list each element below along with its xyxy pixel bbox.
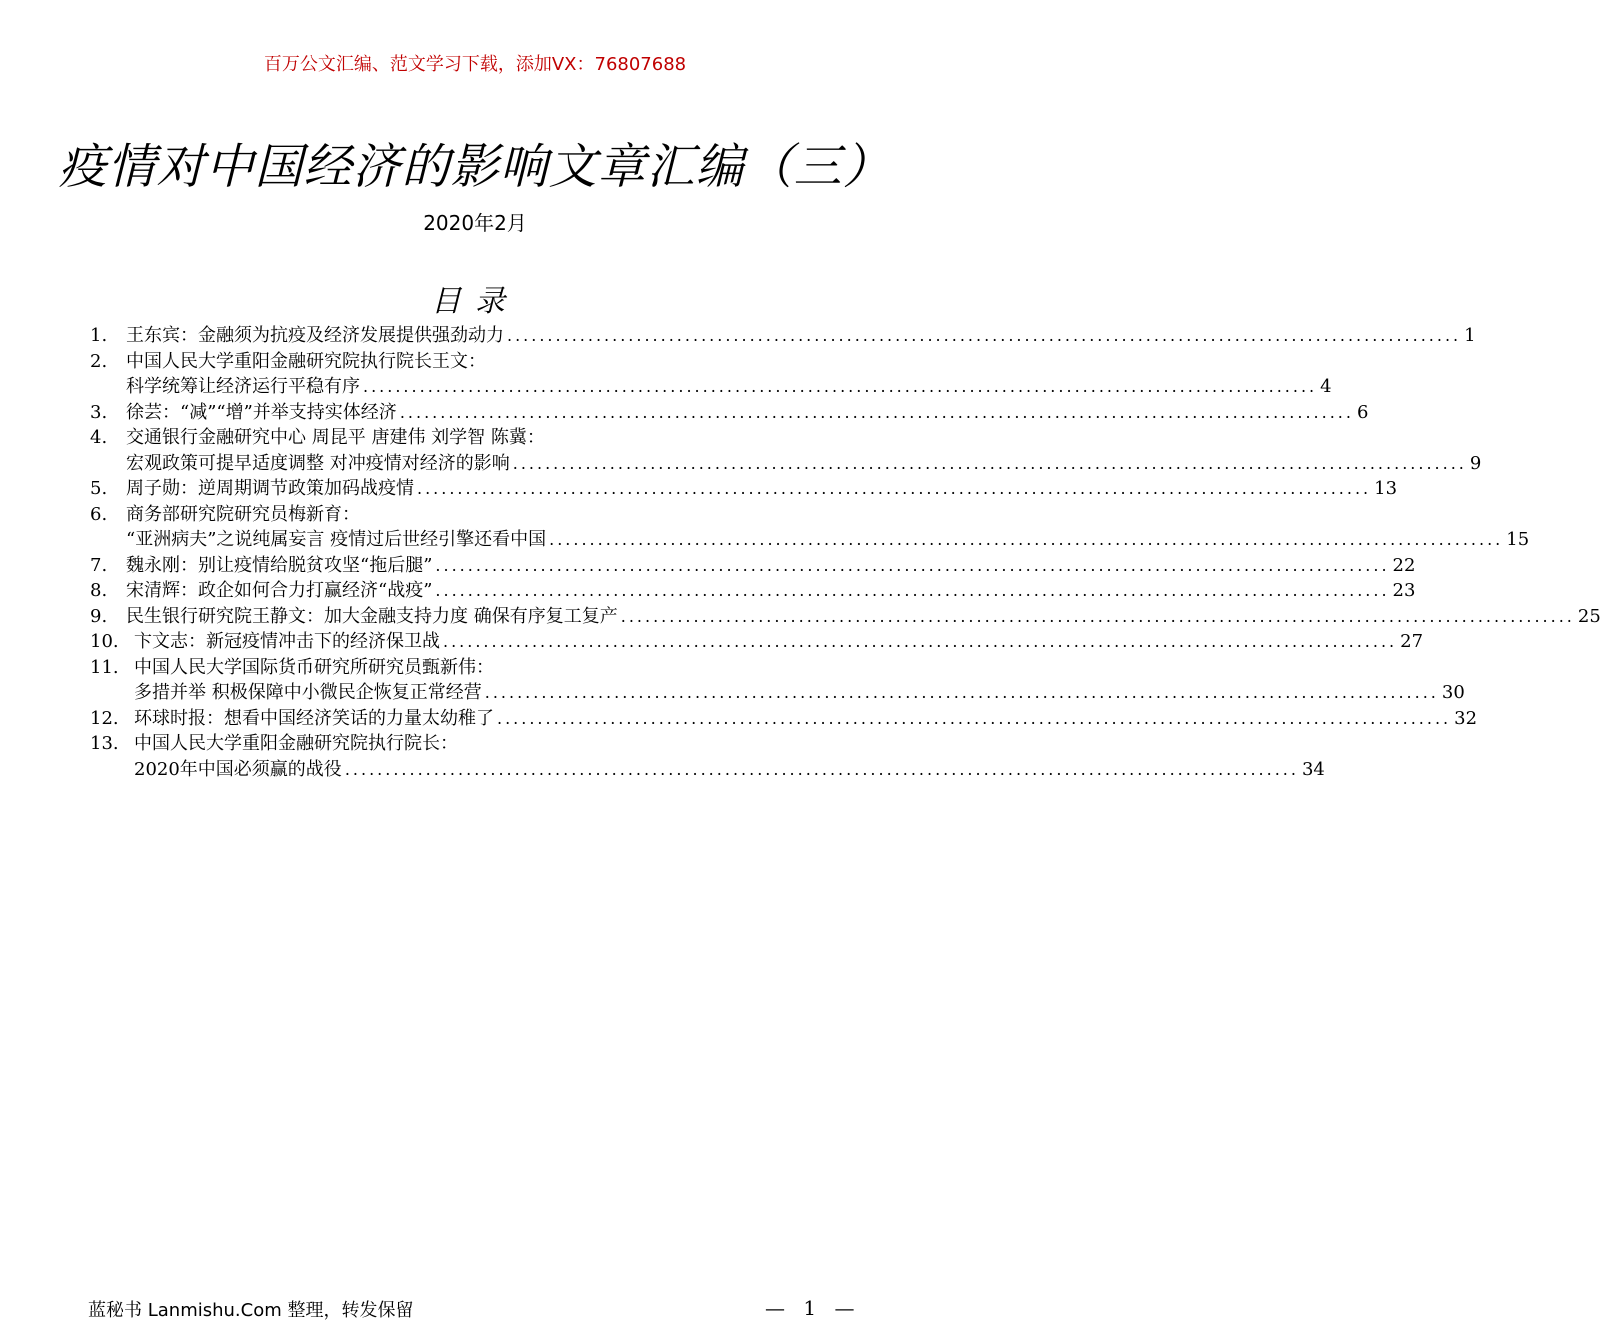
toc-entry-number: 11. [90,656,119,678]
toc-entry-subtitle: 多措并举 积极保障中小微民企恢复正常经营 [134,682,482,703]
toc-entry-page: 4 [1320,376,1332,397]
toc-entry-title: 周子勋：逆周期调节政策加码战疫情 [126,478,414,499]
toc-entry-title: 中国人民大学重阳金融研究院执行院长王文： [126,350,486,372]
dot-leader: ...................................................................................................................... [512,453,1467,473]
toc-entry-10[interactable] [90,629,1424,655]
document-title: 疫情对中国经济的影响文章汇编（三） [58,139,892,195]
toc-entry-title: 环球时报：想看中国经济笑话的力量太幼稚了 [134,707,494,729]
toc-entry-number: 4. [90,427,108,448]
toc-entry-page: 34 [1301,758,1325,780]
toc-entry-number: 1. [90,325,108,346]
toc-entry-title: 魏永刚：别让疫情给脱贫攻坚“拖后腿” [126,554,433,576]
toc-entry-page: 1 [1464,325,1476,346]
toc-entry-9[interactable] [90,604,1601,630]
table-of-contents [90,323,1601,782]
dot-leader: ...................................................................................................................... [549,530,1504,549]
promo-banner: 百万公文汇编、范文学习下载，添加VX：76807688 [263,54,687,75]
toc-entry-page: 9 [1469,452,1482,474]
dot-leader: ...................................................................................................................... [399,402,1354,422]
toc-entry-8[interactable] [90,578,1416,604]
toc-entry-7[interactable] [90,553,1416,579]
dot-leader: ...................................................................................................................... [620,606,1575,626]
toc-entry-page: 22 [1392,554,1416,576]
toc-entry-title: 王东宾：金融须为抗疫及经济发展提供强劲动力 [126,325,504,346]
toc-entry-title: 商务部研究院研究员梅新育： [126,503,360,525]
toc-entry-page: 13 [1374,478,1398,499]
dot-leader: ...................................................................................................................... [443,632,1398,651]
dot-leader: ...................................................................................................................... [435,581,1390,600]
dot-leader: ...................................................................................................................... [484,683,1439,702]
toc-entry-number: 10. [90,631,119,652]
toc-entry-title: 中国人民大学重阳金融研究院执行院长： [134,733,458,754]
dot-leader: ...................................................................................................................... [435,555,1390,575]
toc-entry-number: 13. [90,733,119,754]
toc-entry-1[interactable] [90,323,1476,349]
toc-entry-page: 25 [1577,605,1601,627]
toc-entry-subtitle: “亚洲病夫”之说纯属妄言 疫情过后世经引擎还看中国 [126,529,547,550]
toc-entry-page: 27 [1400,631,1424,652]
dot-leader: ...................................................................................................................... [497,708,1452,728]
toc-entry-title: 交通银行金融研究中心 周昆平 唐建伟 刘学智 陈冀： [126,427,545,448]
toc-entry-page: 32 [1454,707,1478,729]
toc-entry-2[interactable] [90,349,1332,400]
toc-entry-subtitle: 2020年中国必须赢的战役 [134,758,342,780]
toc-entry-number: 3. [90,401,108,423]
toc-entry-6[interactable] [90,502,1530,553]
toc-entry-title: 徐芸：“减”“增”并举支持实体经济 [126,401,397,423]
toc-entry-number: 12. [90,707,119,729]
toc-entry-number: 6. [90,503,108,525]
document-date: 2020年2月 [423,211,527,235]
toc-entry-13[interactable] [90,731,1325,782]
toc-entry-title: 宋清辉：政企如何合力打赢经济“战疫” [126,580,433,601]
toc-entry-number: 9. [90,605,108,627]
toc-entry-subtitle: 科学统筹让经济运行平稳有序 [126,376,360,397]
toc-entry-number: 8. [90,580,108,601]
dot-leader: ...................................................................................................................... [507,326,1462,345]
toc-entry-page: 6 [1356,401,1369,423]
toc-entry-page: 23 [1392,580,1416,601]
toc-entry-subtitle: 宏观政策可提早适度调整 对冲疫情对经济的影响 [126,452,510,474]
toc-entry-page: 30 [1441,682,1465,703]
footer-credit: 蓝秘书 Lanmishu.Com 整理，转发保留 [88,1300,414,1321]
footer-page-number: — 1 — [765,1296,861,1320]
toc-entry-12[interactable] [90,706,1478,732]
toc-entry-3[interactable] [90,400,1369,426]
dot-leader: ...................................................................................................................... [344,759,1299,779]
dot-leader: ...................................................................................................................... [417,479,1372,498]
toc-entry-number: 2. [90,350,108,372]
toc-entry-title: 中国人民大学国际货币研究所研究员甄新伟： [134,656,494,678]
toc-entry-page: 15 [1506,529,1530,550]
toc-entry-number: 7. [90,554,108,576]
toc-heading: 目录 [431,284,519,319]
toc-entry-number: 5. [90,478,108,499]
toc-entry-title: 民生银行研究院王静文：加大金融支持力度 确保有序复工复产 [126,605,618,627]
dot-leader: ...................................................................................................................... [363,377,1318,396]
toc-entry-title: 卞文志：新冠疫情冲击下的经济保卫战 [134,631,440,652]
toc-entry-4[interactable] [90,425,1482,476]
toc-entry-5[interactable] [90,476,1398,502]
toc-entry-11[interactable] [90,655,1465,706]
